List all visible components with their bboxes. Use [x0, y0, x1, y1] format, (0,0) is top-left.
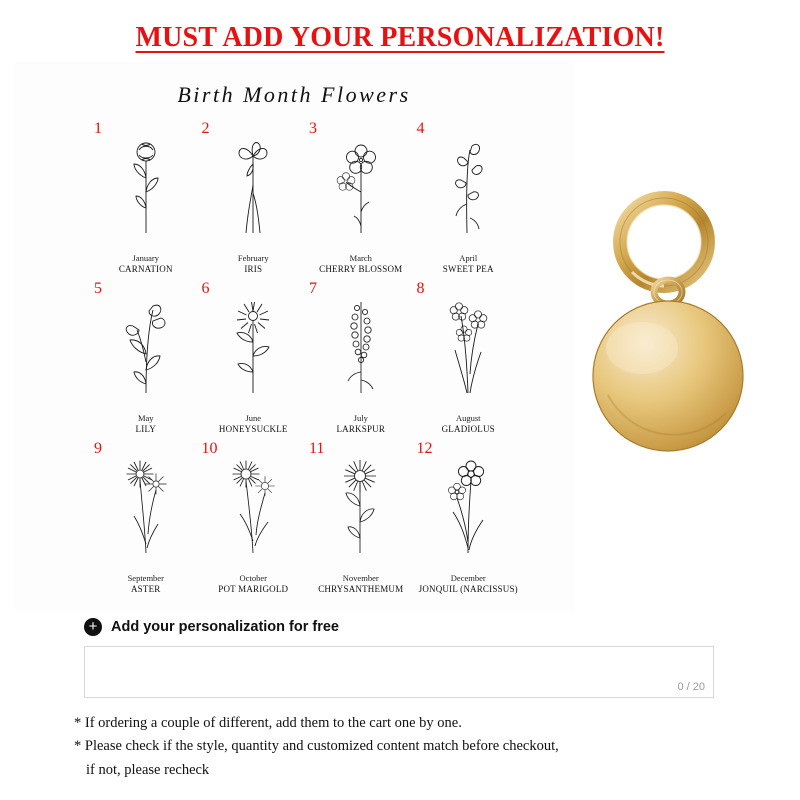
chart-title: Birth Month Flowers — [177, 82, 411, 107]
flower-number: 2 — [201, 120, 210, 137]
gladiolus-icon — [431, 290, 505, 398]
lily-icon — [109, 290, 183, 398]
chrysanthemum-icon — [324, 450, 398, 558]
jonquil-icon — [431, 450, 505, 558]
product-image-keychain — [568, 180, 778, 500]
flower-cell-december — [415, 440, 523, 600]
cherry-blossom-icon — [324, 130, 398, 238]
honeysuckle-icon — [216, 290, 290, 398]
flower-caption: May LILY — [135, 412, 156, 434]
flower-cell-may — [92, 280, 200, 440]
personalization-input[interactable] — [85, 647, 713, 697]
flower-number: 1 — [94, 120, 102, 137]
plus-icon: + — [84, 618, 102, 636]
flower-cell-november — [307, 440, 415, 600]
flower-caption: September ASTER — [127, 572, 164, 594]
flower-cell-august — [415, 280, 523, 440]
flower-caption: January CARNATION — [118, 252, 173, 274]
flower-cell-april — [415, 120, 523, 280]
ordering-notes — [74, 712, 734, 782]
flower-caption: April SWEET PEA — [442, 252, 494, 274]
flower-caption: December JONQUIL (NARCISSUS) — [418, 572, 518, 594]
pot-marigold-icon — [216, 450, 290, 558]
flower-caption: February IRIS — [237, 252, 269, 274]
personalization-header — [84, 618, 339, 636]
flower-cell-january — [92, 120, 200, 280]
flower-cell-june — [200, 280, 308, 440]
page-title: MUST ADD YOUR PERSONALIZATION! — [135, 22, 665, 53]
flower-cell-september — [92, 440, 200, 600]
character-counter: 0 / 20 — [677, 681, 705, 693]
flower-caption: August GLADIOLUS — [441, 412, 495, 434]
personalization-input-wrapper[interactable] — [84, 646, 714, 698]
flower-caption: July LARKSPUR — [336, 412, 386, 434]
birth-month-flower-chart — [14, 62, 574, 612]
aster-icon — [109, 450, 183, 558]
iris-icon — [216, 130, 290, 238]
flower-number: 10 — [201, 440, 218, 457]
carnation-icon — [109, 130, 183, 238]
larkspur-icon — [324, 290, 398, 398]
personalization-label: Add your personalization for free — [111, 619, 339, 635]
flower-number: 11 — [309, 440, 325, 457]
flower-number: 4 — [416, 120, 425, 137]
note-line-2: * Please check if the style, quantity and customized content match before checkout, — [74, 738, 559, 755]
flower-number: 7 — [309, 280, 317, 297]
flower-number: 8 — [416, 280, 425, 297]
flower-caption: October POT MARIGOLD — [218, 572, 289, 594]
note-line-3: if not, please recheck — [86, 761, 210, 778]
flower-caption: June HONEYSUCKLE — [218, 412, 288, 434]
flower-cell-february — [200, 120, 308, 280]
sweet-pea-icon — [431, 130, 505, 238]
flower-number: 9 — [94, 440, 102, 457]
note-line-1: * If ordering a couple of different, add them to the cart one by one. — [74, 715, 462, 731]
flower-grid — [92, 120, 522, 600]
flower-number: 12 — [416, 440, 433, 457]
flower-cell-july — [307, 280, 415, 440]
flower-cell-march — [307, 120, 415, 280]
flower-number: 6 — [201, 280, 210, 297]
flower-caption: March CHERRY BLOSSOM — [319, 252, 403, 274]
flower-number: 5 — [94, 280, 102, 297]
flower-caption: November CHRYSANTHEMUM — [318, 572, 404, 594]
flower-cell-october — [200, 440, 308, 600]
flower-number: 3 — [309, 120, 317, 137]
